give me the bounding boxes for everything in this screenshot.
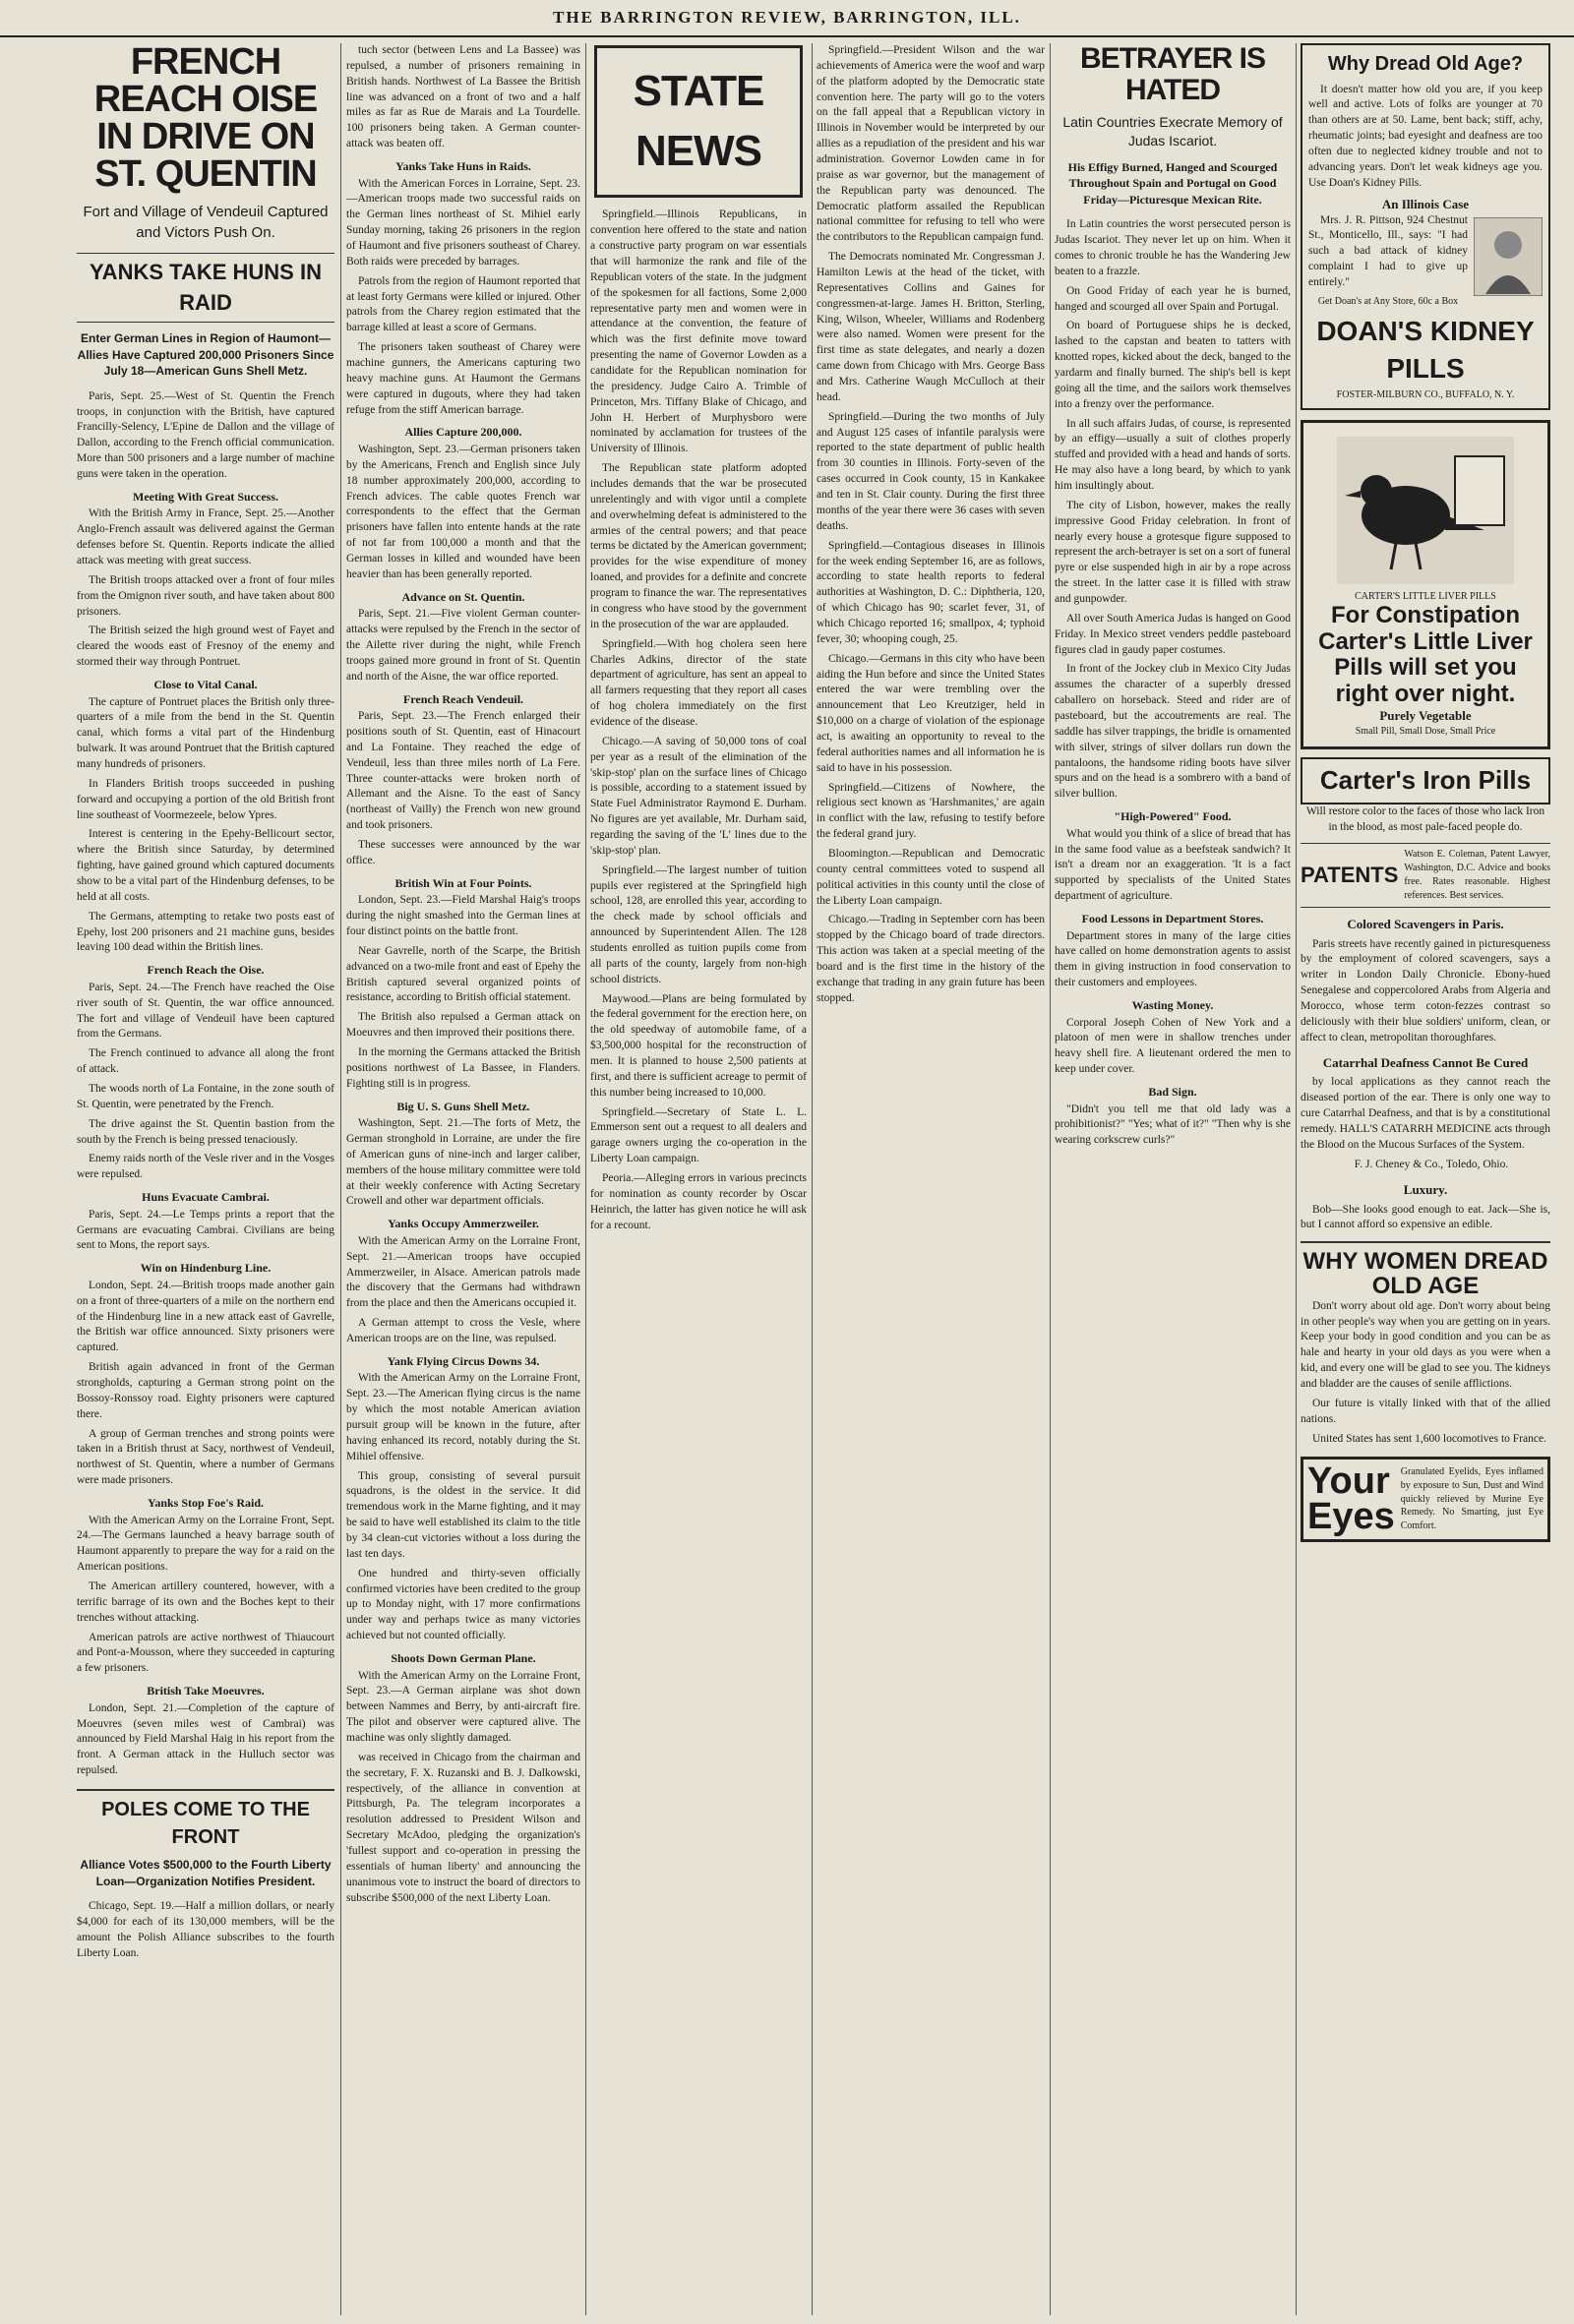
paragraph: These successes were announced by the war office. — [346, 839, 580, 866]
column-advertisements — [1301, 43, 1550, 2317]
paragraph: The Democrats nominated Mr. Congressman J. Hamilton Lewis at the head of the ticket, with Representatives Collins and Gaines for congressmen-at-large. James H. Britton, Sterling, King, Wilson, Wheeler, Williams and Rodenberg were also named. Women were present for the first time as state delegates, and nearly a dozen came down from Chicago with Mrs. George Bass and Mrs. Catherine Waugh McCulloch at their head. — [817, 251, 1045, 403]
column-war-news — [77, 43, 334, 2317]
paragraph: On Good Friday of each year he is burned, hanged and scourged all over Spain and Portugal. — [1055, 284, 1291, 313]
patents-label: PATENTS — [1301, 862, 1399, 887]
crow-illustration — [1337, 437, 1514, 584]
paragraph: The French continued to advance all along the front of attack. — [77, 1047, 334, 1076]
paragraph: Chicago, Sept. 19.—Half a million dollars, or nearly $4,000 for each of its 130,000 members, will be the amount the Polish Alliance subscribes to the fourth Liberty Loan. — [77, 1900, 334, 1959]
ad-title: Why Dread Old Age? — [1327, 53, 1524, 75]
paragraph: Washington, Sept. 23.—German prisoners taken by the Americans, French and English since July 18 number approximately 200,000, according to French advices. The cable quotes French war correspondents to the effect that the German prisoners have fallen into entente hands at the rate of not far from 100,000 a month and that the German losses in killed and wounded have been heavier than has been generally reported. — [346, 444, 580, 580]
subhead: Close to Vital Canal. — [153, 678, 258, 692]
paragraph: Springfield.—Contagious diseases in Illinois for the week ending September 16, are as follows, according to state health reports to federal authorities at Washington, D. C.: Diphtheria, 120, of which Chicago has 90; scarlet fever, 31, of which Chicago reported 16; smallpox, 4; typhoid fever, 30; whooping cough, 25. — [817, 539, 1045, 645]
deck-judas: Latin Countries Execrate Memory of Judas Iscariot. — [1062, 114, 1283, 149]
subhead: Yanks Stop Foe's Raid. — [147, 1496, 265, 1511]
headline-betrayer-is-hated: BETRAYER IS HATED — [1080, 43, 1265, 106]
paragraph: Chicago.—Trading in September corn has been stopped by the Chicago board of trade directors. This action was taken at a special meeting of the board and is the first time in the history of the exchange that trading in any grain future has been stopped. — [817, 914, 1045, 1004]
paragraph: Our future is vitally linked with that of the allied nations. — [1301, 1397, 1550, 1425]
paragraph: Peoria.—Alleging errors in various precincts for nomination as county recorder by Oscar Heinrich, the latter has given notice he will ask for a recount. — [590, 1172, 807, 1231]
paragraph: American patrols are active northwest of Thiaucourt and Pont-a-Mousson, where they succeeded in capturing a few prisoners. — [77, 1631, 334, 1675]
paragraph: Springfield.—Illinois Republicans, in convention here offered to the state and nation a constructive party program on war essentials that will harmonize the rank and file of the Republican voters of the state. In the judgment of the spokesmen for all factions, Some 2,000 representative party men and women were in attendance at the convention, the feature of which was the first definite move toward presenting the name of Governor Lowden as a candidate for the Republican nomination for the presidency. Judge Cairo A. Trimble of Princeton, Mrs. Tiffany Blake of Chicago, and John H. Herbert of Murphysboro were nominated by acclamation for trustees of the University of Illinois. — [590, 209, 807, 455]
paragraph: With the American Forces in Lorraine, Sept. 23.—American troops made two successful raids on the German lines northeast of St. Mihiel early Sunday morning, taking 26 prisoners in the region of Haumont and five prisoners southeast of Charey. Both raids were preceded by barrages. — [346, 177, 580, 268]
column-rule — [1050, 43, 1051, 2315]
subhead: Wasting Money. — [1131, 998, 1214, 1013]
ad-patents — [1301, 843, 1550, 907]
paragraph: British again advanced in front of the German strongholds, capturing a German strong point on the Bossoy-Ronssoy road. Eighty prisoners were captured there. — [77, 1361, 334, 1420]
eyes-label: Your Eyes — [1307, 1460, 1395, 1538]
subhead: Advance on St. Quentin. — [401, 589, 525, 604]
paragraph: Springfield.—Citizens of Nowhere, the religious sect known as 'Harshmanites,' are again in conflict with the law, refusing to testify before the federal grand jury. — [817, 781, 1045, 841]
subhead: Bad Sign. — [1148, 1085, 1197, 1100]
subhead: "High-Powered" Food. — [1114, 809, 1232, 824]
headline-why-women-dread-old-age: WHY WOMEN DREAD OLD AGE — [1301, 1241, 1550, 1298]
subhead: Shoots Down German Plane. — [391, 1651, 536, 1665]
carters-headline: For Constipation Carter's Little Liver Pills will set you right over night. — [1318, 602, 1533, 707]
paragraph: All over South America Judas is hanged on Good Friday. In Mexico street venders peddle pasteboard figures clad in gaudy paper costumes. — [1055, 612, 1291, 656]
paragraph: Maywood.—Plans are being formulated by the federal government for the erection here, on the old speedway of automobile fame, of a $3,500,000 hospital for the reconstruction of men. It is planned to house 2,500 patients at first, and there is sufficient acreage to permit of this number being increased to 10,000. — [590, 992, 807, 1099]
paragraph: United States has sent 1,600 locomotives to France. — [1312, 1432, 1546, 1445]
ad-case-title: An Illinois Case — [1381, 196, 1470, 211]
carters-iron-text: Will restore color to the faces of those who lack Iron in the blood, as most pale-faced people do. — [1305, 804, 1545, 833]
ad-text: It doesn't matter how old you are, if you keep well and active. Lots of folks are younger at 70 than others are at 50. Lame, bent back; stiff, achy, rheumatic joints; bad eyesight and deafness are too often due to neglected kidney trouble and not to advancing years. Don't let weak kidneys age you. Use Doan's Kidney Pills. — [1308, 83, 1543, 189]
paragraph: Paris streets have recently gained in picturesqueness by the employment of colored scavengers, says a writer in London Daily Chronicle. Ebony-hued Senegalese and coppercolored Arabs from Algeria and Morocco, whose term coton-fezzes contrast so deliciously with their blue soldiers' uniform, clean, or affect to clean, metropolitan thoroughfares. — [1301, 937, 1550, 1043]
carters-sub: Purely Vegetable — [1379, 708, 1472, 724]
headline-poles-come-to-front: POLES COME TO THE FRONT — [77, 1789, 334, 1851]
paragraph: Chicago.—Germans in this city who have been aiding the Hun before and since the United States entered the war were trembling over the announcement that Leo Kreutziger, held in $10,000 on a charge of violation of the espionage act, is awaiting an opportunity to reveal to the federal authorities names and all information he is said to have in his possession. — [817, 652, 1045, 774]
paragraph: In all such affairs Judas, of course, is represented by an effigy—usually a suit of clothes properly stuffed and provided with a head and hands of sorts. He may also have a long beard, by which to yank him insultingly about. — [1055, 417, 1291, 493]
column-rule — [812, 43, 813, 2315]
paragraph: Paris, Sept. 24.—The French have reached the Oise river south of St. Quentin, the war office announced. The fort and village of Vendeuil have been captured from the Germans. — [77, 981, 334, 1041]
column-state-news-continued — [817, 43, 1045, 2317]
subhead: Catarrhal Deafness Cannot Be Cured — [1322, 1054, 1529, 1070]
paragraph: A group of German trenches and strong points were taken in a British thrust at Sacy, northwest of Vendeuil, northwest of St. Quentin, where a number of Germans were made prisoners. — [77, 1427, 334, 1487]
paragraph: With the American Army on the Lorraine Front, Sept. 24.—The Germans launched a heavy barrage south of Haumont apparently to prepare the way for a raid on the American positions. — [77, 1514, 334, 1574]
paragraph: Springfield.—Secretary of State L. L. Emmerson sent out a request to all dealers and garage owners urging the co-operation in the Liberty Loan campaign. — [590, 1105, 807, 1165]
subhead: Win on Hindenburg Line. — [140, 1261, 272, 1276]
paragraph: Chicago.—A saving of 50,000 tons of coal per year as a result of the elimination of the 'skip-stop' plan on the surface lines of Chicago is possible, according to a statement issued by State Fuel Administrator Raymond E. Durham. No figures are yet available, Mr. Durham said, regarding the saving of the 'L' lines due to the 'skip-stop' plan. — [590, 735, 807, 857]
paragraph: Springfield.—President Wilson and the war achievements of America were the woof and warp of the platform adopted by the Democratic state convention here. The party will go to the voters on the fall appeal that a Republican victory in Illinois in November would be interpreted by our allies as a repudiation of the president and his war administration. Governor Lowden came in for praise as war governor, but the management of the Republican party was denounced. The Democratic platform assailed the Republican national committee for refusing to tell who were the contributors to the Republican campaign fund. — [817, 44, 1045, 244]
paragraph: With the American Army on the Lorraine Front, Sept. 21.—American troops have occupied Ammerzweiler, in Alsace. American patrols made the discovery that the Germans had withdrawn from the place and then the Americans occupied it. — [346, 1234, 580, 1310]
eyes-text: Granulated Eyelids, Eyes inflamed by exposure to Sun, Dust and Wind quickly relieved by Murine Eye Remedy. No Smarting, just Eye Comfort. — [1400, 1465, 1544, 1532]
column-rule — [1296, 43, 1297, 2315]
patents-text: Watson E. Coleman, Patent Lawyer, Washington, D.C. Advice and books free. Rates reasonable. Highest references. Best services. — [1404, 849, 1550, 901]
paragraph: Springfield.—With hog cholera seen here Charles Adkins, director of the state department of agriculture, has sent an appeal to all farmers requesting that they report all cases of hog cholera immediately on the first evidence of the disease. — [590, 637, 807, 728]
column-state-news — [590, 43, 807, 2317]
paragraph: In the morning the Germans attacked the British positions northwest of La Bassee, in Flanders. Fighting still is in progress. — [346, 1046, 580, 1090]
paragraph: Interest is centering in the Epehy-Bellicourt sector, where the British since Saturday, by determined fighting, have gained ground which captured documents show to be a vital part of the Hindenburg defenses, to be held at all costs. — [77, 828, 334, 903]
state-news-title: STATE NEWS — [633, 67, 764, 175]
paragraph: Paris, Sept. 23.—The French enlarged their positions south of St. Quentin, east of Hinacourt and La Fontaine. They reached the edge of Vendeuil, less than three miles north of La Fere. Three counter-attacks were broken north of Allemant and the Aisne. To the east of Sancy (northeast of Vailly) the French won new ground and took prisoners. — [346, 710, 580, 832]
paragraph: by local applications as they cannot reach the diseased portion of the ear. There is only one way to cure Catarrhal Deafness, and that is by a constitutional remedy. HALL'S CATARRH MEDICINE acts through the Blood on the Mucous Surfaces of the System. — [1301, 1076, 1550, 1151]
headline-yanks-take-huns: YANKS TAKE HUNS IN RAID — [77, 253, 334, 323]
paragraph: Springfield.—During the two months of July and August 125 cases of infantile paralysis were reported to the state department of public health from 30 counties in Illinois. Forty-seven of the cases occurred in Cook county, 15 in Kankakee and ten in St. Clair county. During the first three months of the year there were 36 cases with seven deaths. — [817, 410, 1045, 532]
subhead: French Reach Vendeuil. — [402, 691, 524, 706]
ad-carters-little-liver-pills — [1301, 420, 1550, 749]
paragraph: The Republican state platform adopted includes demands that the war be prosecuted unrelentingly and with vigor until a complete and overwhelming defeat is administered to the armies of the central powers; and that peace terms be dictated by the American government; provides for the wise expenditure of money loaned, and provides for a definite and concrete program to finance the war. The representatives in congress who have stood by the government in the prosecution of the war are applauded. — [590, 462, 807, 630]
state-news-banner — [594, 45, 803, 198]
paragraph: Washington, Sept. 21.—The forts of Metz, the German stronghold in Lorraine, are under the fire of American guns of nine-inch and larger caliber, members of the house military committee were told at their weekly conference with Acting Secretary Crowell and other war department officials. — [346, 1117, 580, 1208]
paragraph: What would you think of a slice of bread that has in the same food value as a beefsteak sandwich? It isn't a dream nor an exaggeration. 'It is a fact supported by specialists of the United States department of agriculture. — [1055, 827, 1291, 903]
paragraph: "Didn't you tell me that old lady was a prohibitionist?" "Yes; what of it?" "Then why is she wearing corkscrew curls?" — [1055, 1102, 1291, 1147]
subhead: Huns Evacuate Cambrai. — [142, 1190, 270, 1205]
ad-brand: DOAN'S KIDNEY PILLS — [1316, 315, 1535, 385]
column-war-news-continued — [346, 43, 580, 2317]
masthead: THE BARRINGTON REVIEW, BARRINGTON, ILL. — [0, 8, 1574, 37]
paragraph: The British seized the high ground west of Fayet and cleared the woods east of Fresnoy of the enemy and stormed their way through Pontruet. — [77, 625, 334, 669]
column-betrayer-is-hated — [1055, 43, 1291, 2317]
ad-doans-kidney-pills — [1301, 43, 1550, 410]
subhead: Colored Scavengers in Paris. — [1347, 916, 1504, 931]
subhead: British Take Moeuvres. — [147, 1684, 265, 1698]
paragraph: With the British Army in France, Sept. 25.—Another Anglo-French assault was delivered against the German defenses before St. Quentin. Reports indicate the allied attack was meeting with great success. — [77, 507, 334, 567]
paragraph: Patrols from the region of Haumont reported that at least forty Germans were killed or injured. Other patrols from the Charey region estimated that the barrage killed at least a score of Germans. — [346, 274, 580, 334]
paragraph: Corporal Joseph Cohen of New York and a platoon of men were in shallow trenches under heavy shell fire. A lieutenant ordered the men to keep under cover. — [1055, 1016, 1291, 1076]
portrait-illustration — [1474, 217, 1543, 296]
deck-haumont: Enter German Lines in Region of Haumont—Allies Have Captured 200,000 Prisoners Since July 18—American Guns Shell Metz. — [77, 331, 334, 379]
subhead: French Reach the Oise. — [147, 963, 265, 978]
paragraph: London, Sept. 24.—British troops made another gain on a front of three-quarters of a mile on the northern end of the Hindenburg line in a new attack east of Gavrelle, the British war office announced. Sixty prisoners were captured. — [77, 1279, 334, 1354]
subhead: Yank Flying Circus Downs 34. — [387, 1353, 540, 1368]
paragraph: Department stores in many of the large cities have called on home demonstration agents to assist them in giving instruction in food conservation to their customers and employees. — [1055, 929, 1291, 989]
paragraph: Paris, Sept. 21.—Five violent German counter-attacks were repulsed by the French in the sector of the Ailette river during the night, while French troops gained more ground in front of St. Quentin and north of the Aisne, the war office reported. — [346, 608, 580, 683]
column-rule — [585, 43, 586, 2315]
carters-small: Small Pill, Small Dose, Small Price — [1355, 725, 1496, 737]
paragraph: Paris, Sept. 25.—West of St. Quentin the French troops, in conjunction with the British, have captured Francilly-Selency, L'Epine de Dallon and the village of Dallon, according to the French official communication. More than 500 prisoners and a large number of machine guns were taken in the operation. — [77, 389, 334, 481]
paragraph: A German attempt to cross the Vesle, where American troops are on the line, was repulsed. — [346, 1317, 580, 1344]
paragraph: Bloomington.—Republican and Democratic county central committees voted to suspend all political activities in this county until the close of the Liberty Loan campaign. — [817, 847, 1045, 907]
headline-french-reach-oise: FRENCH REACH OISE IN DRIVE ON ST. QUENTIN — [93, 43, 318, 195]
paragraph: Bob—She looks good enough to eat. Jack—She is, but I cannot afford so expensive an edible. — [1301, 1203, 1550, 1231]
paragraph: On board of Portuguese ships he is decked, lashed to the capstan and beaten to tatters with knotted ropes, kicked about the deck, banged to the yardarm and finally burned. The ship's bell is kept going all the time, and the sailors work themselves into a frenzy over the performance. — [1055, 320, 1291, 410]
paragraph: The British troops attacked over a front of four miles from the Omignon river south, and have taken about 800 prisoners. — [77, 573, 334, 618]
paragraph: The Germans, attempting to retake two posts east of Epehy, lost 200 prisoners and 21 machine guns, besides leaving 100 dead within the British lines. — [77, 910, 334, 954]
deck-effigy: His Effigy Burned, Hanged and Scourged Throughout Spain and Portugal on Good Friday—Picturesque Mexican Rite. — [1067, 159, 1278, 207]
signature: F. J. Cheney & Co., Toledo, Ohio. — [1354, 1158, 1509, 1170]
column-rule — [340, 43, 341, 2315]
deck-vendeuil: Fort and Village of Vendeuil Captured and Victors Push On. — [83, 204, 329, 241]
subhead: Yanks Occupy Ammerzweiler. — [388, 1217, 539, 1231]
ad-maker: FOSTER-MILBURN CO., BUFFALO, N. Y. — [1336, 388, 1515, 400]
subhead: British Win at Four Points. — [394, 875, 532, 890]
paragraph: The drive against the St. Quentin bastion from the south by the French is being pressed tenaciously. — [77, 1117, 334, 1146]
carters-pill-box-label: CARTER'S LITTLE LIVER PILLS — [1355, 590, 1496, 602]
carters-iron-pills-title: Carter's Iron Pills — [1301, 757, 1550, 804]
subhead: Allies Capture 200,000. — [404, 425, 522, 440]
subhead: Food Lessons in Department Stores. — [1081, 912, 1264, 926]
paragraph: London, Sept. 21.—Completion of the capture of Moeuvres (seven miles west of Cambrai) was announced by Field Marshal Haig in his report from the front. A German attack in the Hulluch sector was repulsed. — [77, 1701, 334, 1777]
paragraph: tuch sector (between Lens and La Bassee) was repulsed, a number of prisoners remaining in British hands. Northwest of La Bassee the British line was advanced on a front of two and a half miles as far as Rue de Marais and La Tourdelle. 100 prisoners being taken. A German counter-attack was beaten off. — [346, 44, 580, 150]
paragraph: The city of Lisbon, however, makes the really impressive Good Friday celebration. In front of nearly every house a grotesque figure supposed to represent the arch-betrayer is set on a sort of funeral pyre or else suspended high in air by a rope across the street. In the latter case it is filled with straw and gunpowder. — [1055, 499, 1291, 606]
paragraph: With the American Army on the Lorraine Front, Sept. 23.—The American flying circus is the name by which the most notable American aviation pursuit group will be known in the future, after having enhanced its record, notably during the St. Mihiel offensive. — [346, 1372, 580, 1462]
ad-case-text: Mrs. J. R. Pittson, 924 Chestnut St., Monticello, Ill., says: "I had such a bad attack of kidney complaint I had to give up entirely." — [1308, 213, 1468, 288]
paragraph: Paris, Sept. 24.—Le Temps prints a report that the Germans are evacuating Cambrai. Civilians are being sent to Mons, the report says. — [77, 1208, 334, 1252]
paragraph: This group, consisting of several pursuit squadrons, is the oldest in the service. It did tremendous work in the Marne fighting, and it may be said to have well established its claim to the title by 34 clean-cut victories without a loss during the last ten days. — [346, 1469, 580, 1560]
paragraph: In front of the Jockey club in Mexico City Judas assumes the character of a superbly dressed caballero on horseback. Steed and rider are of pasteboard, but the accoutrements are real. The saddle has silver trappings, the bridle is ornamented with silver, strings of silver dollars run down the pantaloons, the handsome riding boots have silver spurs and on the head is a sombrero with a band of silver bullion. — [1055, 663, 1291, 801]
paragraph: One hundred and thirty-seven officially confirmed victories have been credited to the group up to Monday night, with 17 more confirmations under way and perhaps twice as many victories achieved but not counted officially. — [346, 1567, 580, 1642]
paragraph: The capture of Pontruet places the British only three-quarters of a mile from the bend in the St. Quentin canal, which forms a vital part of the Hindenburg bulwark. It was around Pontruet that the British captured many hundreds of prisoners. — [77, 695, 334, 771]
paragraph: The woods north of La Fontaine, in the zone south of St. Quentin, were penetrated by the French. — [77, 1083, 334, 1110]
paragraph: Don't worry about old age. Don't worry about being in other people's way when you are getting on in years. Keep your body in good condition and you can be as hale and hearty in your old days as you were when a kid, and every one will be glad to see you. The kidneys and bladder are the causes of senile afflictions. — [1301, 1299, 1550, 1390]
paragraph: The American artillery countered, however, with a terrific barrage of its own and the Boches kept to their trenches without attacking. — [77, 1580, 334, 1624]
ad-price: Get Doan's at Any Store, 60c a Box — [1317, 295, 1459, 307]
paragraph: London, Sept. 23.—Field Marshal Haig's troops during the night smashed into the German lines at four distinct points on the battle front. — [346, 894, 580, 937]
paragraph: The British also repulsed a German attack on Moeuvres and then improved their positions there. — [346, 1011, 580, 1040]
paragraph: In Latin countries the worst persecuted person is Judas Iscariot. They never let up on him. When it comes to chronic trouble he has the Wandering Jew beaten to a frazzle. — [1055, 218, 1291, 277]
paragraph: Enemy raids north of the Vesle river and in the Vosges were repulsed. — [77, 1153, 334, 1181]
paragraph: Near Gavrelle, north of the Scarpe, the British advanced on a two-mile front and east of Epehy the British captured several organized points of resistance, according to British official statement. — [346, 944, 580, 1004]
ad-murine-eye-remedy — [1301, 1457, 1550, 1541]
deck-polish-alliance: Alliance Votes $500,000 to the Fourth Liberty Loan—Organization Notifies President. — [80, 1858, 332, 1888]
paragraph: The prisoners taken southeast of Charey were machine gunners, the Americans capturing two heavy machine guns. At Haumont the Germans were captured in dugouts, where they had taken refuge from the stiff American barrage. — [346, 341, 580, 416]
subhead: Yanks Take Huns in Raids. — [395, 159, 531, 174]
subhead: Big U. S. Guns Shell Metz. — [396, 1099, 530, 1113]
paragraph: was received in Chicago from the chairman and the secretary, F. X. Ruzanski and B. J. Dalkowski, respectively, of the alliance in convention at Pittsburgh, Pa. The telegram incorporates a resolution addressed to President Wilson and Secretary McAdoo, pledging the organization's 'fullest support and co-operation in pressing the essentials of human liberty' and announcing the unanimous vote to instruct the board of directors to subscribe $500,000 of the next Liberty Loan. — [346, 1751, 580, 1904]
subhead: Meeting With Great Success. — [133, 489, 278, 504]
paragraph: Springfield.—The largest number of tuition pupils ever registered at the Springfield high school, 128, are enrolled this year, according to the check made by school officials and announced by Superintendent Allen. The 128 students enrolled as tuition pupils come from all parts of the county, largely from non-high school districts. — [590, 864, 807, 985]
paragraph: With the American Army on the Lorraine Front, Sept. 23.—A German airplane was shot down between Nammes and Berry, by anti-aircraft fire. The pilot and observer were captured alive. The machine was only slightly damaged. — [346, 1669, 580, 1744]
paragraph: In Flanders British troops succeeded in pushing forward and occupying a portion of the old British front line southeast of Voormezeele, below Ypres. — [77, 777, 334, 821]
subhead: Luxury. — [1403, 1181, 1448, 1197]
